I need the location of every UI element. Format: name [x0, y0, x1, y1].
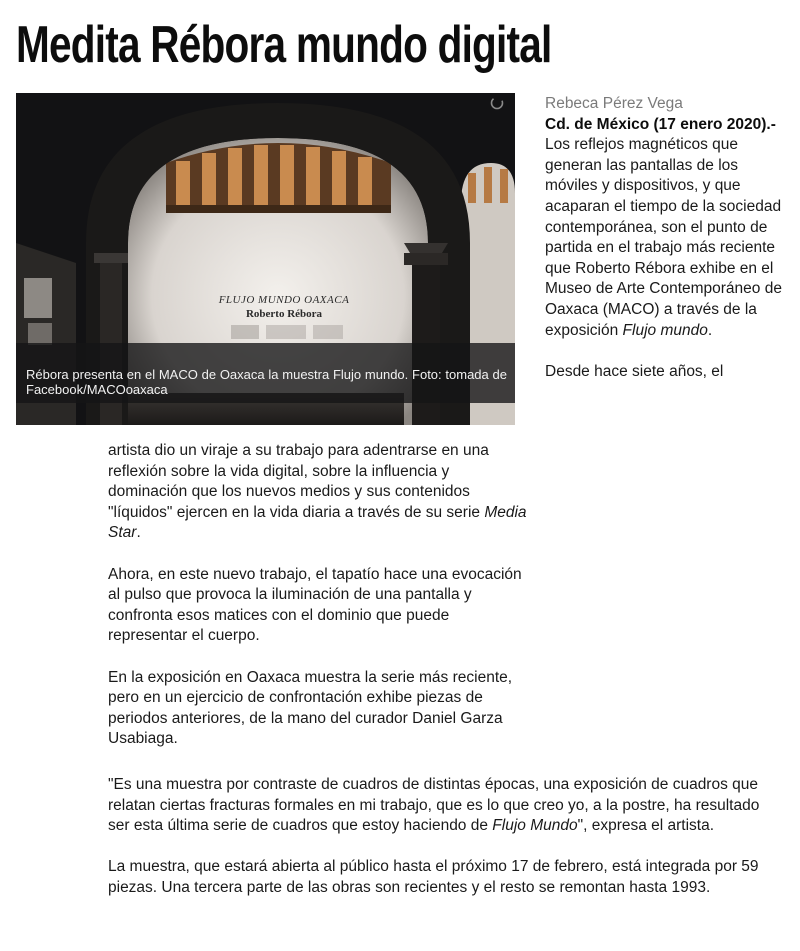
paragraph-5-quote: [108, 775, 780, 837]
paragraph-2-start: Desde hace siete años, el: [545, 362, 724, 380]
series-title: Media Star: [108, 503, 527, 542]
intro-paragraph: [545, 115, 785, 342]
intro-exhibition-title: Flujo mundo: [622, 321, 708, 339]
quote-text: "Es una muestra por contraste de cuadros de distintas épocas, una exposición de cuadros que relatan ciertas fracturas formales en mi trabajo, que es lo que creo yo, a la postre, ha resultado ser esta última serie de cuadros que estoy haciendo de: [108, 776, 760, 835]
article-photo[interactable]: [16, 93, 515, 425]
photo-caption: Rébora presenta en el MACO de Oaxaca la muestra Flujo mundo. Foto: tomada de Facebook/MACOoaxaca: [16, 343, 515, 403]
paragraph-6: La muestra, que estará abierta al público hasta el próximo 17 de febrero, está integrada por 59 piezas. Una tercera parte de las obras son recientes y el resto se remontan hasta 1993.: [108, 858, 759, 896]
paragraph-2-end: .: [136, 524, 141, 542]
quote-end: ", expresa el artista.: [577, 817, 715, 835]
dateline: Cd. de México (17 enero 2020).-: [545, 115, 776, 133]
wall-title-text: FLUJO MUNDO OAXACA: [218, 294, 350, 306]
paragraph-3: Ahora, en este nuevo trabajo, el tapatío hace una evocación al pulso que provoca la iluminación de una pantalla y confronta esos matices con el dominio que puede representar el cuerpo.: [108, 565, 522, 645]
quote-series-title: Flujo Mundo: [492, 817, 578, 835]
paragraph-4: En la exposición en Oaxaca muestra la serie más reciente, pero en un ejercicio de confrontación exhibe piezas de periodos anteriores, de la mano del curador Daniel Garza Usabiaga.: [108, 668, 513, 748]
intro-text: Los reflejos magnéticos que generan las pantallas de los móviles y dispositivos, y que acaparan el tiempo de la sociedad contemporánea, son el punto de partida en el trabajo más reciente que Roberto Rébora exhibe en el Museo de Arte Contemporáneo de Oaxaca (MACO) a través de la exposición: [545, 136, 782, 339]
author-byline: Rebeca Pérez Vega: [545, 95, 683, 112]
wall-artist-text: Roberto Rébora: [245, 308, 323, 320]
article-body-narrow: [108, 441, 528, 750]
article-body-wide: [108, 775, 780, 899]
ceiling-beams: [166, 143, 391, 213]
paragraph-2-continued: [108, 441, 528, 544]
intro-end: .: [707, 321, 713, 339]
article-title: Medita Rébora mundo digital: [16, 16, 552, 74]
article-sidebar-column: [545, 94, 785, 382]
paragraph-2-text: artista dio un viraje a su trabajo para adentrarse en una reflexión sobre la vida digital, sobre la influencia y dominación que los nuevos medios y sus contenidos "líquidos" ejercen en la vida diaria a través de su serie: [108, 442, 489, 521]
